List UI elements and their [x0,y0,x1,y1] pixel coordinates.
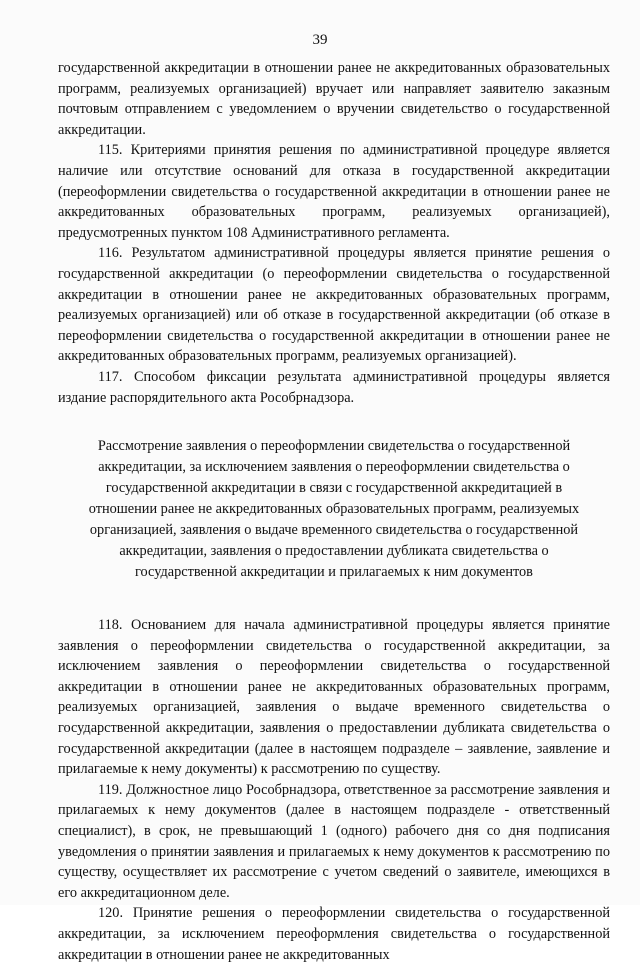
paragraph-116: 116. Результатом административной процедуры является принятие решения о государственной аккредитации (о переоформлении свидетельства о государственной аккредитации в отношении ранее не аккредитованных образовательных программ, реализуемых организацией) или об отказе в государственной аккредитации (об отказе в переоформлении свидетельства о государственной аккредитации в отношении ранее не аккредитованных образовательных программ, реализуемых организацией). [58,245,610,365]
paragraph-118: 118. Основанием для начала административной процедуры является принятие заявления о переоформлении свидетельства о государственной аккредитации, за исключением заявления о переоформлении свидетельства о государственной аккредитации в отношении ранее не аккредитованных образовательных программ, реализуемых организацией, заявления о выдаче временного свидетельства о государственной аккредитации, заявления о предоставлении дубликата свидетельства о государственной аккредитации (далее в настоящем подразделе – заявление, заявление и прилагаемые к нему документы) к рассмотрению по существу. [58,617,610,778]
section-heading: Рассмотрение заявления о переоформлении свидетельства о государственной аккредитации, за исключением заявления о переоформлении свидетельства о государственной аккредитации в связи с государственной аккредитацией в отношении ранее не аккредитованных образовательных программ, реализуемых организацией, заявления о выдаче временного свидетельства о государственной аккредитации, заявления о предоставлении дубликата свидетельства о государственной аккредитации и прилагаемых к ним документов [88,438,580,581]
paragraph-117: 117. Способом фиксации результата административной процедуры является издание распорядительного акта Рособрнадзора. [58,368,610,406]
paragraph-115: 115. Критериями принятия решения по административной процедуре является наличие или отсутствие оснований для отказа в государственной аккредитации (переоформлении свидетельства о государственной аккредитации в отношении ранее не аккредитованных образовательных программ, реализуемых организацией), предусмотренных пунктом 108 Административного регламента. [58,142,610,241]
page-number: 39 [312,32,328,48]
paragraph-120: 120. Принятие решения о переоформлении свидетельства о государственной аккредитации, за исключением переоформления свидетельства о государственной аккредитации в отношении ранее не аккредитованных [58,905,610,963]
paragraph-continuation: государственной аккредитации в отношении ранее не аккредитованных образовательных программ, реализуемых организацией) вручает или направляет заявителю заказным почтовым отправлением с уведомлением о вручении свидетельство о государственной аккредитации. [58,60,610,138]
paragraph-119: 119. Должностное лицо Рособрнадзора, ответственное за рассмотрение заявления и прилагаемых к нему документов (далее в настоящем подразделе - ответственный специалист), в срок, не превышающий 1 (одного) рабочего дня со дня подписания уведомления о принятии заявления и прилагаемых к нему документов к рассмотрению по существу, осуществляет их рассмотрение с учетом сведений о заявителе, имеющихся в его аккредитационном деле. [58,781,610,901]
document-body [58,58,610,965]
